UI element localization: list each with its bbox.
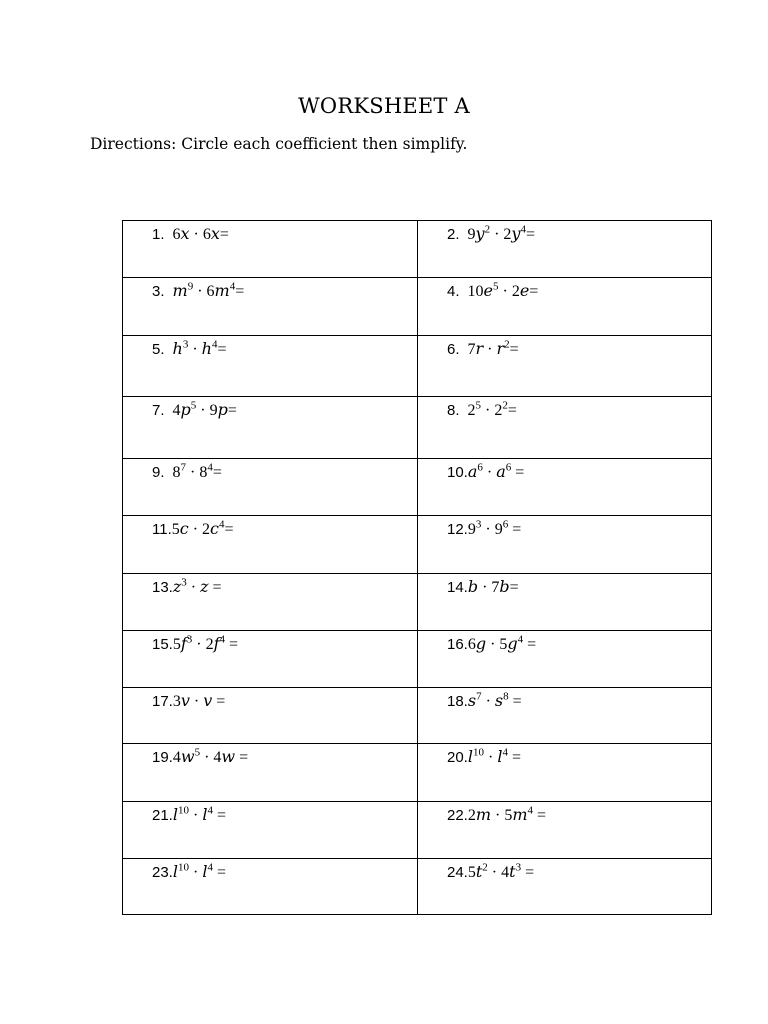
problem-expression bbox=[467, 690, 522, 710]
problem bbox=[123, 278, 417, 302]
expression-term: 6𝑔 · 5𝑔 bbox=[467, 636, 518, 653]
problem-expression bbox=[467, 518, 522, 538]
expression-term: = bbox=[507, 749, 521, 766]
problem-number: 4. bbox=[447, 283, 460, 300]
exponent: 10 bbox=[472, 746, 484, 759]
problem-cell bbox=[418, 859, 712, 915]
problem-number: 19. bbox=[152, 749, 173, 766]
exponent: 4 bbox=[207, 861, 213, 874]
problem bbox=[123, 516, 417, 540]
exponent: 4 bbox=[211, 338, 218, 351]
exponent: 6 bbox=[477, 461, 483, 474]
expression-term: 5𝑓 bbox=[172, 636, 187, 653]
exponent: 10 bbox=[177, 804, 189, 817]
problem-cell bbox=[418, 397, 712, 459]
exponent: 3 bbox=[182, 338, 189, 351]
expression-term: · 6𝑚 bbox=[193, 283, 230, 300]
problem-expression bbox=[467, 280, 539, 300]
problem-cell bbox=[418, 744, 712, 802]
problem-cell bbox=[123, 631, 418, 688]
problem-cell bbox=[418, 278, 712, 336]
expression-term: · 4𝑡 bbox=[487, 864, 516, 881]
exponent: 4 bbox=[229, 280, 236, 293]
table-row bbox=[123, 688, 712, 744]
expression-term: 6𝑥 · 6𝑥= bbox=[172, 226, 229, 243]
expression-term: 𝑙 bbox=[172, 864, 178, 881]
problem-expression bbox=[172, 746, 249, 766]
expression-term: · 𝑙 bbox=[483, 749, 503, 766]
problem-cell bbox=[418, 631, 712, 688]
exponent: 8 bbox=[503, 690, 509, 703]
expression-term: · 2 bbox=[481, 402, 503, 419]
problem bbox=[418, 688, 711, 712]
problem-expression bbox=[467, 804, 547, 824]
problem-expression bbox=[172, 399, 237, 419]
problem-expression bbox=[467, 633, 537, 653]
problem-number: 11. bbox=[152, 521, 172, 538]
expression-term: · 𝑧 = bbox=[186, 579, 222, 596]
problem-number: 8. bbox=[447, 402, 460, 419]
problem bbox=[123, 459, 417, 483]
problem-number: 23. bbox=[152, 864, 173, 881]
exponent: 4 bbox=[520, 223, 526, 236]
problem-cell bbox=[418, 574, 712, 631]
problem-number: 5. bbox=[152, 341, 165, 358]
exponent: 4 bbox=[219, 518, 225, 531]
exponent: 4 bbox=[207, 804, 213, 817]
table-row bbox=[123, 631, 712, 688]
expression-term: 5𝑐 · 2𝑐 bbox=[171, 521, 219, 538]
expression-term: 𝑠 bbox=[467, 693, 477, 710]
problem bbox=[418, 221, 711, 245]
expression-term: · 9𝑝= bbox=[196, 402, 237, 419]
expression-term: = bbox=[224, 521, 234, 538]
exponent: 3 bbox=[181, 576, 187, 589]
problem-number: 2. bbox=[447, 226, 460, 243]
problem bbox=[418, 459, 711, 483]
exponent: 5 bbox=[190, 399, 197, 412]
problem-cell bbox=[418, 516, 712, 574]
problem-cell bbox=[123, 744, 418, 802]
problem-expression bbox=[172, 461, 222, 481]
exponent: 7 bbox=[476, 690, 482, 703]
expression-term: 𝑎 bbox=[467, 464, 478, 481]
expression-term: = bbox=[525, 226, 535, 243]
expression-term: · 2𝑦 bbox=[490, 226, 521, 243]
table-row bbox=[123, 516, 712, 574]
problem bbox=[418, 802, 711, 826]
problem bbox=[123, 802, 417, 826]
problem-expression bbox=[467, 746, 521, 766]
problem-expression bbox=[173, 226, 229, 243]
table-row bbox=[123, 278, 712, 336]
expression-term: = bbox=[523, 636, 537, 653]
problem-number: 21. bbox=[152, 807, 173, 824]
expression-term: 𝑙 bbox=[172, 807, 178, 824]
exponent: 3 bbox=[515, 861, 522, 874]
expression-term: = bbox=[235, 283, 245, 300]
problem-number: 24. bbox=[447, 864, 468, 881]
problem-number: 7. bbox=[152, 402, 165, 419]
expression-term: 2𝑚 · 5𝑚 bbox=[467, 807, 528, 824]
expression-term: = bbox=[533, 807, 547, 824]
problem-number: 12. bbox=[447, 521, 468, 538]
exponent: 2 bbox=[482, 861, 488, 874]
exponent: 6 bbox=[505, 461, 512, 474]
expression-term: = bbox=[212, 807, 226, 824]
problem-expression bbox=[467, 399, 517, 419]
problem bbox=[418, 336, 711, 360]
expression-term: 𝑏 · 7𝑏= bbox=[467, 579, 519, 596]
problem-cell bbox=[418, 688, 712, 744]
expression-term: · 𝑙 bbox=[188, 864, 208, 881]
problem-expression bbox=[173, 693, 225, 710]
problem bbox=[123, 574, 417, 598]
expression-term: · 2𝑒= bbox=[498, 283, 539, 300]
expression-term: = bbox=[212, 464, 222, 481]
exponent: 4 bbox=[219, 633, 226, 646]
table-row bbox=[123, 802, 712, 859]
exponent: 7 bbox=[180, 461, 187, 474]
table-row bbox=[123, 336, 712, 397]
problem-cell bbox=[418, 221, 712, 278]
expression-term: 4𝑤 bbox=[172, 749, 195, 766]
problem bbox=[123, 688, 417, 712]
exponent: 9 bbox=[187, 280, 194, 293]
problem-cell bbox=[123, 859, 418, 915]
problem-number: 6. bbox=[447, 341, 460, 358]
problem-cell bbox=[123, 397, 418, 459]
problem-expression bbox=[172, 861, 226, 881]
exponent: 10 bbox=[177, 861, 189, 874]
exponent: 5 bbox=[194, 746, 201, 759]
expression-term: 8 bbox=[172, 464, 181, 481]
problem bbox=[418, 631, 711, 655]
problem-number: 13. bbox=[152, 579, 173, 596]
problem-cell bbox=[123, 688, 418, 744]
expression-term: = bbox=[509, 341, 519, 358]
problem-cell bbox=[123, 802, 418, 859]
problem-expression bbox=[467, 338, 519, 358]
problem-number: 16. bbox=[447, 636, 468, 653]
problem-number: 20. bbox=[447, 749, 468, 766]
expression-term: · 𝑎 bbox=[482, 464, 506, 481]
problem bbox=[418, 278, 711, 302]
problem-expression bbox=[172, 576, 222, 596]
problem-expression bbox=[468, 579, 519, 596]
problem-number: 17. bbox=[152, 693, 173, 710]
problem-cell bbox=[123, 516, 418, 574]
expression-term: · 4𝑤 = bbox=[200, 749, 249, 766]
problem bbox=[418, 516, 711, 540]
expression-term: = bbox=[508, 693, 522, 710]
problem-number: 15. bbox=[152, 636, 173, 653]
table-row bbox=[123, 459, 712, 516]
problem bbox=[418, 397, 711, 421]
expression-term: · 8 bbox=[186, 464, 208, 481]
expression-term: · ℎ bbox=[188, 341, 212, 358]
problem-expression bbox=[172, 338, 227, 358]
expression-term: = bbox=[511, 464, 525, 481]
table-row bbox=[123, 397, 712, 459]
problem-cell bbox=[123, 459, 418, 516]
problem-number: 3. bbox=[152, 283, 165, 300]
expression-term: 𝑙 bbox=[467, 749, 473, 766]
expression-term: 7𝑟 · 𝑟 bbox=[467, 341, 505, 358]
exponent: 2 bbox=[504, 338, 510, 351]
exponent: 4 bbox=[207, 461, 213, 474]
table-row bbox=[123, 221, 712, 278]
problem bbox=[123, 631, 417, 655]
table-row bbox=[123, 744, 712, 802]
table-row bbox=[123, 859, 712, 915]
problem-expression bbox=[172, 633, 239, 653]
expression-term: · 2𝑓 bbox=[192, 636, 220, 653]
problem-number: 1. bbox=[152, 226, 165, 243]
expression-term: 2 bbox=[467, 402, 476, 419]
problem-number: 9. bbox=[152, 464, 165, 481]
exponent: 3 bbox=[475, 518, 482, 531]
exponent: 5 bbox=[492, 280, 499, 293]
problem bbox=[418, 744, 711, 768]
expression-term: 5𝑡 bbox=[467, 864, 483, 881]
problem bbox=[123, 397, 417, 421]
expression-term: · 9 bbox=[481, 521, 503, 538]
exponent: 5 bbox=[475, 399, 482, 412]
expression-term: = bbox=[508, 521, 522, 538]
expression-term: 4𝑝 bbox=[172, 402, 191, 419]
problem-expression bbox=[467, 223, 535, 243]
expression-term: = bbox=[507, 402, 517, 419]
problem-cell bbox=[123, 336, 418, 397]
expression-term: 9𝑦 bbox=[467, 226, 485, 243]
problem bbox=[123, 859, 417, 883]
expression-term: 10𝑒 bbox=[467, 283, 493, 300]
expression-term: · 𝑠 bbox=[481, 693, 504, 710]
expression-term: = bbox=[225, 636, 239, 653]
problem-expression bbox=[172, 804, 226, 824]
problem-cell bbox=[123, 278, 418, 336]
expression-term: ℎ bbox=[172, 341, 183, 358]
problem-expression bbox=[172, 280, 245, 300]
exponent: 3 bbox=[186, 633, 193, 646]
problem-number: 18. bbox=[447, 693, 468, 710]
problem bbox=[418, 574, 711, 598]
problem bbox=[123, 221, 417, 245]
expression-term: 𝑚 bbox=[172, 283, 188, 300]
problem-number: 10. bbox=[447, 464, 468, 481]
problem-cell bbox=[418, 459, 712, 516]
table-row bbox=[123, 574, 712, 631]
expression-term: 9 bbox=[467, 521, 476, 538]
exponent: 4 bbox=[517, 633, 524, 646]
exponent: 4 bbox=[527, 804, 534, 817]
expression-term: = bbox=[217, 341, 227, 358]
expression-term: · 𝑙 bbox=[188, 807, 208, 824]
worksheet-title: WORKSHEET A bbox=[298, 94, 470, 118]
problem-cell bbox=[418, 336, 712, 397]
exponent: 4 bbox=[502, 746, 508, 759]
expression-term: 3𝑣 · 𝑣 = bbox=[172, 693, 226, 710]
problem-cell bbox=[418, 802, 712, 859]
expression-term: = bbox=[521, 864, 535, 881]
problem-number: 14. bbox=[447, 579, 468, 596]
problem-cell bbox=[123, 221, 418, 278]
problem-cell bbox=[123, 574, 418, 631]
problem bbox=[418, 859, 711, 883]
problem bbox=[123, 744, 417, 768]
expression-term: = bbox=[212, 864, 226, 881]
expression-term: 𝑧 bbox=[172, 579, 182, 596]
directions-text: Directions: Circle each coefficient then simplify. bbox=[90, 135, 468, 153]
problem-number: 22. bbox=[447, 807, 468, 824]
problem-expression bbox=[467, 861, 535, 881]
problem bbox=[123, 336, 417, 360]
problems-table bbox=[122, 220, 712, 915]
problem-expression bbox=[467, 461, 525, 481]
problem-expression bbox=[171, 518, 234, 538]
exponent: 2 bbox=[484, 223, 491, 236]
exponent: 2 bbox=[502, 399, 508, 412]
exponent: 6 bbox=[502, 518, 509, 531]
